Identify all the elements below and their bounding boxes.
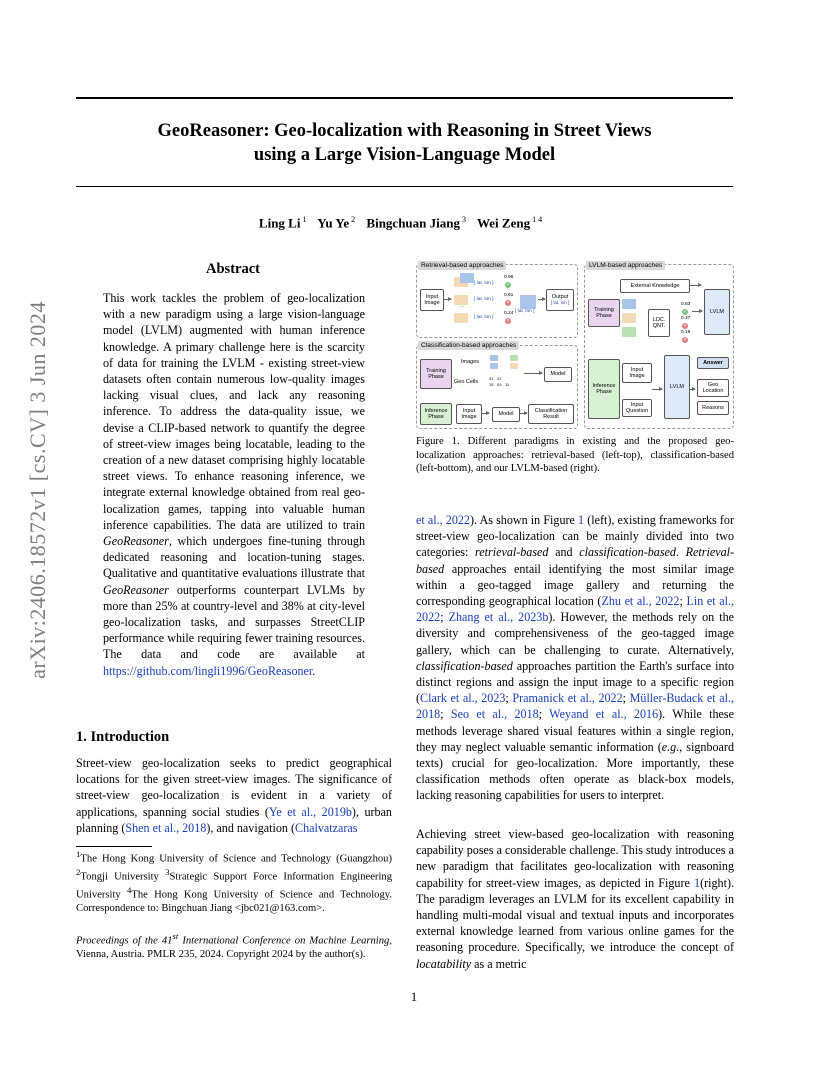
footnote-rule xyxy=(76,846,152,847)
lvlm-box: LVLM xyxy=(664,355,690,419)
locatability-score: 0.37 xyxy=(681,316,691,321)
title-bottom-rule xyxy=(76,186,733,187)
arrow xyxy=(538,299,545,300)
cell-id: 22 xyxy=(497,376,502,381)
training-phase-box: Training Phase xyxy=(420,359,452,389)
citation-link[interactable]: Zhang et al., 2023b xyxy=(448,610,549,625)
cross-icon: × xyxy=(506,318,510,324)
figure-1 xyxy=(416,259,734,429)
cell-image xyxy=(490,363,498,369)
input-question-box: Input Question xyxy=(622,399,652,417)
input-image-box: Input Image xyxy=(622,363,652,383)
similarity-score: 0.96 xyxy=(504,275,514,280)
inference-phase-box: Inference Phase xyxy=(588,359,620,419)
author-name: Wei Zeng xyxy=(477,215,531,231)
cell-image xyxy=(510,363,518,369)
arrow xyxy=(652,389,662,390)
similarity-score: 0.61 xyxy=(504,293,514,298)
right-column-paragraph-1: et al., 2022). As shown in Figure 1 (left), existing frameworks for street-view geo-localization can be mainly divided into two categories: retrieval-based and classification-based. Retrieval-based approaches entail identifying the most similar image within a geo-tagged image gallery and returning the corresponding geographical location (Zhu et al., 2022; Lin et al., 2022; Zhang et al., 2023b). However, the methods rely on the diversity and comprehensiveness of the geo-tagged image gallery, which can be challenging to curate. Alternatively, classification-based approaches partition the Earth's surface into distinct regions and assign the input image to a specific region (Clark et al., 2023; Pramanick et al., 2022; Müller-Budack et al., 2018; Seo et al., 2018; Weyand et al., 2016). While these methods leverage shared visual features within a single region, they may neglect valuable semantic information (e.g., signboard texts) crucial for geo-localization. More importantly, these classification methods often operate as black-box models, lacking reasoning capabilities for users to interpret. xyxy=(416,513,735,803)
figure-link[interactable]: 1 xyxy=(578,513,585,527)
figure-caption: Figure 1. Different paradigms in existing and the proposed geo-localization approaches: retrieval-based (left-top), classification-based (left-bottom), and our LVLM-based (right). xyxy=(416,436,734,474)
arxiv-sidebar xyxy=(6,295,70,685)
retrieved-image xyxy=(520,295,536,309)
gallery-image xyxy=(460,273,474,283)
lvlm-box: LVLM xyxy=(704,289,730,335)
author-list: Ling Li $^1$ Yu Ye $^2$ Bingchuan Jiang $^3$ Wei Zeng $^{1 4}$ xyxy=(258,215,543,231)
intro-paragraph: Street-view geo-localization seeks to predict geographical locations for the given street-view images. The significance of street-view geo-localization is evident in a variety of applications, spanning social studies (Ye et al., 2019b), urban planning (Shen et al., 2018), and navigation (Chalvatzaras xyxy=(76,756,392,835)
author-name: Ling Li xyxy=(258,215,301,231)
arrow xyxy=(524,373,542,374)
section-heading-introduction: 1. Introduction xyxy=(76,729,170,745)
input-image-box: Input Image xyxy=(456,404,482,424)
geo-cells-label: Geo Cells xyxy=(454,379,479,385)
model-box: Model xyxy=(544,367,572,382)
citation-link[interactable]: et al., 2022 xyxy=(416,513,470,527)
citation-link[interactable]: Weyand et al., 2016 xyxy=(549,707,659,722)
cross-icon: × xyxy=(683,337,687,343)
cross-icon: × xyxy=(683,323,687,329)
cell-image xyxy=(490,355,498,361)
ellipsis: ... xyxy=(460,304,464,309)
cell-id: 15 xyxy=(489,382,494,387)
citation-link[interactable]: Seo et al., 2018 xyxy=(450,707,539,722)
retrieval-tag: Retrieval-based approaches xyxy=(418,261,506,270)
cell-id: 31 xyxy=(489,376,494,381)
answer-box: Answer xyxy=(697,357,729,369)
locatability-score: 0.83 xyxy=(681,302,691,307)
cross-icon: × xyxy=(506,300,510,306)
input-image-box: Input Image xyxy=(420,289,444,311)
proceedings-note: Proceedings of the 41st International Conference on Machine Learning, Vienna, Austria. PMLR 235, 2024. Copyright 2024 by the author(s). xyxy=(76,931,392,961)
arxiv-identifier: arXiv:2406.18572v1 [cs.CV] 3 Jun 2024 xyxy=(25,301,50,679)
output-box: Output [ lat, lon ] xyxy=(546,289,574,311)
cell-image xyxy=(510,355,518,361)
latlon-label: [ lat, lon ] xyxy=(474,297,494,302)
loc-qnt-box: LOC. QNT. xyxy=(648,309,670,337)
paper-title: GeoReasoner: Geo-localization with Reasoning in Street Views using a Large Vision-Language Model xyxy=(157,121,652,165)
similarity-score: 0.24 xyxy=(504,311,514,316)
citation-link[interactable]: Lin et al., 2022 xyxy=(416,594,734,625)
arrow xyxy=(689,389,695,390)
page-number: 1 xyxy=(410,990,418,1004)
latlon-label: [ lat, lon ] xyxy=(515,309,535,314)
github-link[interactable]: https://github.com/lingli1996/GeoReasoner xyxy=(103,663,313,678)
external-knowledge-box: External Knowledge xyxy=(620,279,690,293)
reasons-box: Reasons xyxy=(697,401,729,415)
check-icon: ✓ xyxy=(505,282,511,288)
check-icon: ✓ xyxy=(682,309,688,315)
citation-link[interactable]: Zhu et al., 2022 xyxy=(601,594,680,609)
classification-result-box: Classification Result xyxy=(528,404,574,424)
citation-link[interactable]: Clark et al., 2023 xyxy=(420,691,506,706)
arrow xyxy=(689,285,701,286)
right-column-paragraph-2: Achieving street view-based geo-localization with reasoning capability poses a considerable challenge. This study introduces a new paradigm that facilitates geo-localization with reasoning capability for street-view images, as depicted in Figure 1(right). The paradigm leverages an LVLM for its excellent capability in handling multi-modal visual and textual inputs and incorporates external knowledge learned from various online games for the reasoning procedure. Specifically, we introduce the concept of locatability as a metric xyxy=(416,827,734,971)
street-image xyxy=(622,313,636,323)
author-name: Yu Ye xyxy=(317,215,350,231)
figure-link[interactable]: 1 xyxy=(694,875,701,890)
inference-phase-box: Inference Phase xyxy=(420,403,452,425)
affiliation-footnote: $^1$The Hong Kong University of Science and Technology (Guangzhou) $^2$Tongji University $^3$Strategic Support Force Information Engineering University $^4$The Hong Kong University of Science and Technology. Correspondence to: Bingchuan Jiang <jbc021@163.com>. xyxy=(76,849,392,915)
citation-link[interactable]: Müller-Budack et al., 2018 xyxy=(416,691,735,722)
street-image xyxy=(622,327,636,337)
author-name: Bingchuan Jiang xyxy=(366,215,460,231)
training-phase-box: Training Phase xyxy=(588,299,620,327)
arrow xyxy=(481,413,489,414)
geo-location-box: Geo Location xyxy=(697,379,729,397)
arrow xyxy=(519,413,527,414)
street-image xyxy=(622,299,636,309)
abstract-heading: Abstract xyxy=(206,261,260,277)
images-label: Images xyxy=(461,359,480,365)
lvlm-tag: LVLM-based approaches xyxy=(586,261,665,270)
locatability-score: 0.19 xyxy=(681,330,691,335)
classification-tag: Classification-based approaches xyxy=(418,341,519,350)
citation-link[interactable]: Ye et al., 2019b xyxy=(268,804,352,819)
cell-id: 11 xyxy=(505,382,510,387)
abstract-text: This work tackles the problem of geo-localization with a new paradigm using a large vision-language model (LVLM) augmented with human inference knowledge. A primary challenge here is the scarcity of data for training the LVLM - existing street-view datasets often contain numerous low-quality images lacking visual clues, and lack any reasoning inference. To address the data-quality issue, we devise a CLIP-based network to quantify the degree of street-view images being locatable, leading to the creation of a new dataset comprising highly locatable street views. To enhance reasoning inference, we integrate external knowledge obtained from real geo-localization games, tapping into valuable human inference capabilities. The data are utilized to train GeoReasoner, which undergoes fine-tuning through dedicated reasoning and location-tuning stages. Qualitative and quantitative evaluations illustrate that GeoReasoner outperforms counterpart LVLMs by more than 25% at country-level and 38% at city-level geo-localization tasks, and surpasses StreetCLIP performance while requiring fewer training resources. The data and code are available at https://github.com/lingli1996/GeoReasoner. xyxy=(103,291,365,678)
citation-link[interactable]: Pramanick et al., 2022 xyxy=(512,691,623,706)
latlon-label: [ lat, lon ] xyxy=(474,281,494,286)
citation-link[interactable]: Shen et al., 2018 xyxy=(125,820,207,835)
model-box: Model xyxy=(492,407,520,422)
gallery-image xyxy=(454,313,468,323)
latlon-label: [ lat, lon ] xyxy=(474,315,494,320)
arrow xyxy=(443,299,451,300)
cell-id: 03 xyxy=(497,382,502,387)
top-rule xyxy=(76,97,733,99)
citation-link[interactable]: Chalvatzaras xyxy=(295,820,358,835)
arrow xyxy=(692,311,702,312)
